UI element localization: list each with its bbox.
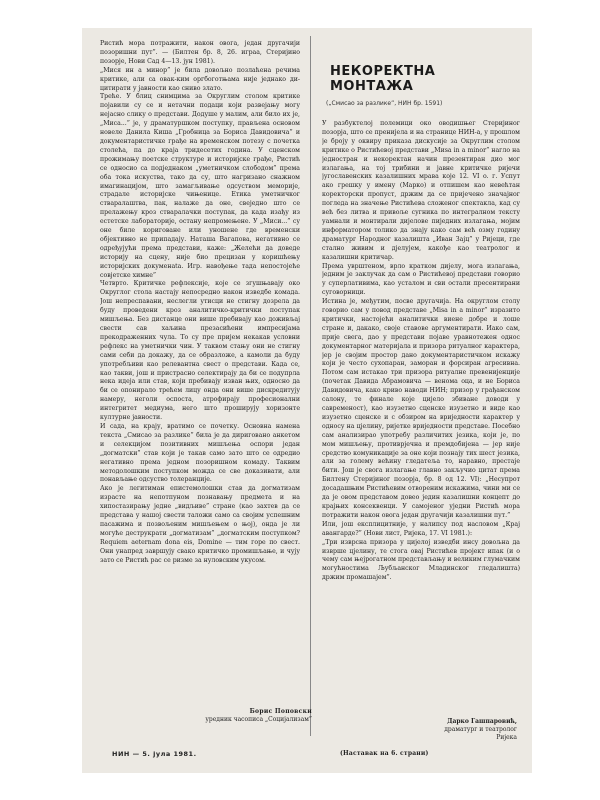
- column-divider: [310, 36, 311, 736]
- right-signature-role: драматург и театролог: [444, 726, 517, 733]
- article-title-line1: НЕКОРЕКТНА: [330, 64, 436, 79]
- article-title: [330, 64, 510, 94]
- article-body: У разбуктелој полемици око оводишњег Стеријиног позорја, што се пренијела и на странице НИН-а, у прошлом је броју у оквиру приказа дискусије за Округлим столом критике о Ристићевој представи „Миsa in a minor” нагло на једностран и некоректан начин презентиран дио мог излагања, на тој трибини и јавне критичке ријечи југославенских казалишних мрава које 12. VI o. г. Успут ако грешку у имену (Марко) и отпишем као невећтан коректорски пропуст, држим да се пријечено значајног погледа на значење Ристићева сложеног спектакла, кад су већ без литва и привоље сугника по интегралном тексту уамнали и монтирали дијелове пиједних излагања, мојим информатором толико да знају како сам већ озму годину драматург Народног казалишта „Иван Зајц” у Ријеци, где стално живим и дјелујем, какође као театролог и казалишни критичар. Према уврштеном, врло кратком дијелу, мога излагања, једним је заклучак да сам о Ристићевој представи говорио у суперлативима, као усталом и сви остали пресентирани суговорници. Истина је, међутим, посве другачија. На округлом столу говорио сам у повод представе „Misa in a minor” изразито критички, настојећи аналитички виене добре и лоше стране и, дакако, своје ставове аргументирати. Иако сам, прије свега, дао у представи појаве уравнотежен однос документарног материјала и призора ритуалног карактера, јер је својим простор дано документаристичком искажу који је често сухопаран, заморан и форсиран агресивна. Потом сам истакао три призора ритуалне превенијенције (почетак Давида Абрамовича — венома оца, и не Бориса Давидовича, како криво наводи НИН; призор у грађанском салону, те финале које цијело збиване доводи у савременост), као изузетно сценске изузетно и виде као изузетно сценске и с обзиром на вриједности карактер у односу на цјелину, ријетке вриједности представе. Посебно сам анализирао употребу различитих језика, који је, по мом мишљењу, противрјечна и премдобијена — јер није средство комуникације за оне који познају тих шест језика, али за голему већину гледатеља то, наравно, престаје бити. Још је свога излагање главно закључио цитат према Билтену Стеријиног позорја, бр. 8 од 12. VI): „Несупрот досадашњим Ристићевим отвореним искажима, чини ми се да је овом представом довео једин казалишни концепт до крајњих консеквенци. У самојеног уједни Ристић мора потражити након овога један другачији казалишни пут.” Или, још експлицитније, у налипсу под насловом „Крај авангарде?” (Нови лист, Ријека, 17. VI 1981.): „Три изврсна призора у цијелој изведби инсу довољна да изврше цјелину, те стога овај Ристићев пројект ипак (и о чему сам њејрогатном представљању и великим глумачким могућностима Љубљанског Младинског гледалишта) држим промашајем”.: [322, 120, 520, 582]
- newspaper-page: [82, 28, 532, 773]
- left-signature-role: уредник часописа „Социјализам”: [205, 716, 312, 723]
- article-source: („Смисао за разлике”, НИН бр. 1591): [326, 100, 443, 107]
- right-signature: [402, 718, 517, 742]
- right-signature-city: Ријека: [496, 734, 517, 741]
- left-signature-name: Борис Поповски: [249, 708, 312, 715]
- right-signature-name: Дарко Гашпаровић,: [447, 718, 517, 725]
- page-footer: НИН — 5. јула 1981.: [112, 750, 197, 758]
- left-signature: [202, 708, 312, 724]
- left-column-text: Ристић мора потражити, након овога, један другачији позоришни пут”. — (Билтен бр. 8, 26. играа, Стеријино позорје, Нови Сад 4—13. јун 1981). „Мися ин а минор” је била довољно позлаћена речима критике, али са овак-ким оргбоготњама није једнако ди-цитирати у јавности као сниво злато. Треће. У блиц снимцима за Округлим столом критике појавили су се и нетачни подаци који развејању могу нејасно слику о представи. Додуше у малим, али било их је, „Миса...” је, у драматуршком поступку, прављена основом новеле Данила Киша „Гробница за Бориса Давидовича” и документаристичке грађе на временском потезу с почетка столећа, па до краја тридесетих година. У сценском прожимању поетске структуре и историјске грађе, Ристић се односио са подједнаком „уметничком слободом” према оба тока искуства, тако да су, што нагризано снажном имагинацијом, што замагљивање одсуством меморије, страдале историјске чињенице. Етика уметничког стваралаштва, пак, налаже да оне, свеједно што се прелажењу кроз стваралачки поступак, да када изађу из естетске лабораторије, остану непромењене. У „Миси...” су оне биле кориговане или уношене где временски објективно не припадају. Наташа Вагапова, негативно се одређујући према представи, каже: „Желећи да доведе историју на сцену, није био прецизан у коришћењу историјских докуменаta. Игр. навођење тада непостојеће совјетске химне” Четврто. Критичке рефлексије, које се згушњавају око Округлог стола настају непосредно након изведбе комада. Још непреспавани, неслегли утисци не стигну дозрела да буду проведени кроз аналитичко-критички поступак мишљења. Без дистанце они више пребивају као доживљај свести сав хаљина презасићени импресијама прекодраженних чула. То су пре пријем некакав условни рефлекс на уметнички чин. У таквом стању они не стигну сами себи да докажу, да се образложе, а камоли да буду употребљиви као релевантна свест о представи. Када се, као такви, још и пристрасно селектирају да би се подупрла нека идеја или став, који пребивају изван њих, односно да би се опонирало трећем лицу онда они више дискредитују намеру, неголи оспоста, атрофирају професионални интегритет медиума, него што проширују хоризонте културне јавности. И сада, на крају, вратимо се почетку. Основна намена текста „Смисао за разлике” била је да дириговано анкетом и селекцијом позитивних мишљења оспори један „догматски” став који је такав само зато што се одредио негативно према једном позоришном комаду. Таквим методолошким поступком можда се све доказивати, али понављање одсуство толеранције. Ако је легитиман епистемолошки став да догматизам израсте на непотпуном познавању предмета и на хипостазирању једне „видљиве” стране (као захтев да се представа у нашој свести таложи само са својим успешним пасажима и позвољеним мишљењем о њој), онда је ли могуће деструкрати „догматизам” „догматским поступком? Requiem aeternam dona eis, Domine — тим горе по свест. Они унапред завршују свако критичко промишљање, и чују зато се Ристић рас се ризме за нуловским укусом.: [100, 40, 300, 564]
- article-title-line2: МОНТАЖА: [330, 79, 414, 94]
- continued-note: (Наставак на 6. страни): [340, 750, 429, 757]
